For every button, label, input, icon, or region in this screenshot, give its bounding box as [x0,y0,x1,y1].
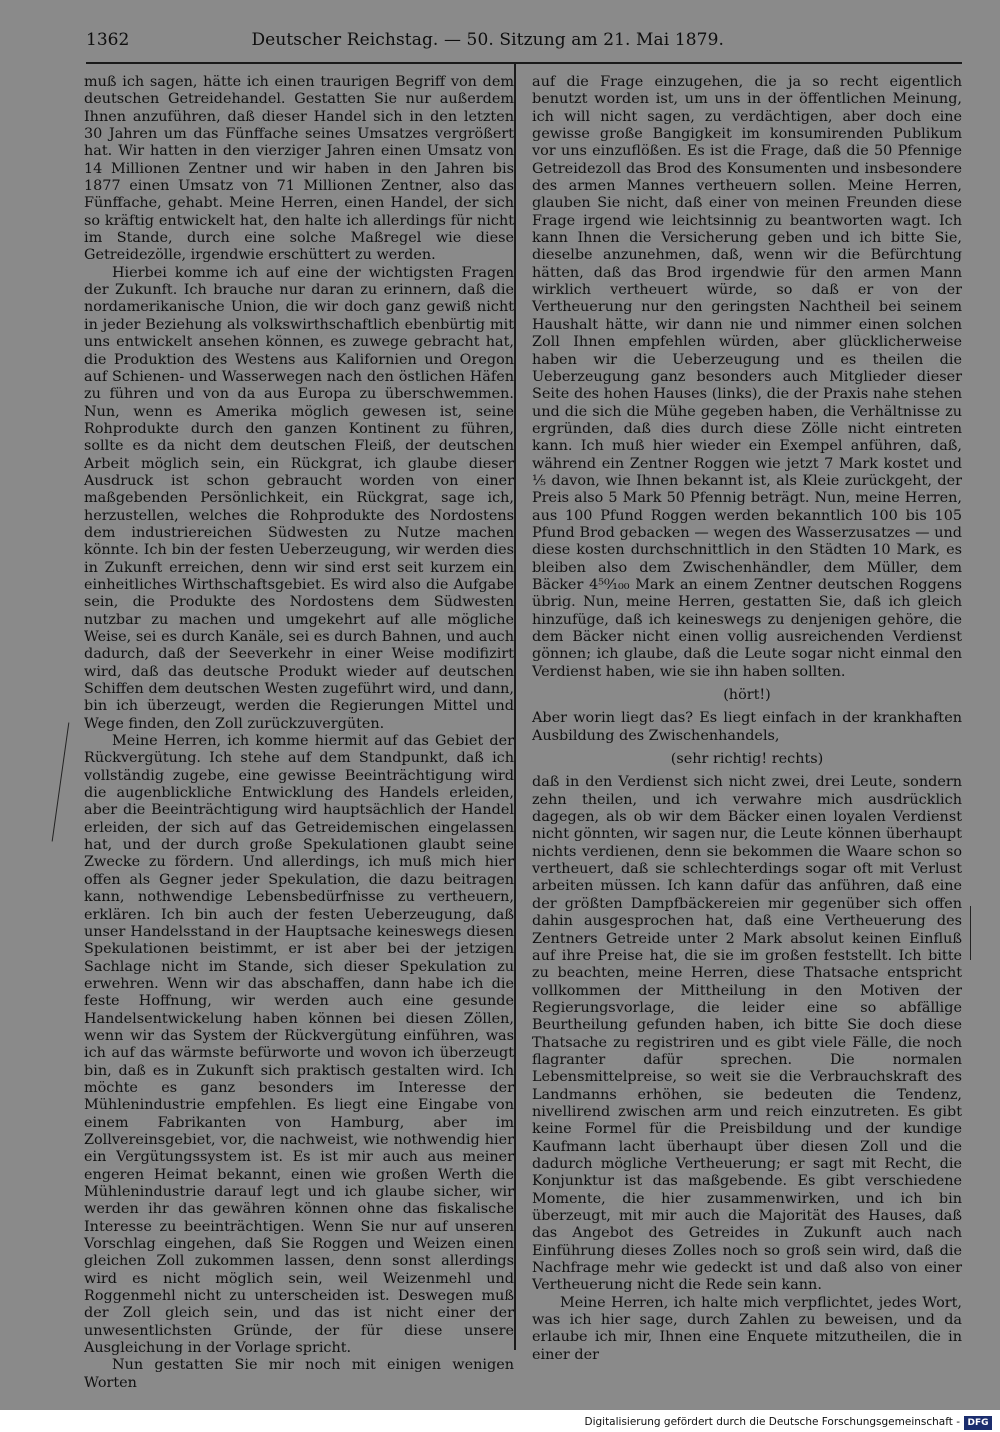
dfg-credit: Digitalisierung gefördert durch die Deutsche Forschungsgemeinschaft - [584,1416,960,1428]
right-column [532,74,962,1364]
interjection: (hört!) [723,687,771,704]
paragraph: Meine Herren, ich komme hiermit auf das Gebiet der Rückvergütung. Ich stehe auf dem Standpunkt, daß ich vollständig zugebe, eine gewisse Beeinträchtigung wird die augenblickliche Entwicklung des Handels erleiden, aber die Beeinträchtigung wird hauptsächlich der Handel erleiden, der sich auf das Getreidemischen eingelassen hat, und der durch große Spekulationen glaubt seine Zwecke zu fördern. Und allerdings, ich muß mich hier offen als Gegner jeder Spekulation, die dazu beitragen kann, nothwendige Lebensbedürfnisse zu vertheuern, erklären. Ich bin auch der festen Ueberzeugung, daß unser Handelsstand in der Hauptsache keineswegs diesen Spekulationen beistimmt, er ist aber bei der jetzigen Sachlage nicht im Stande, sich dieser Spekulation zu erwehren. Wenn wir das abschaffen, dann habe ich die feste Hoffnung, wir werden auch eine gesunde Handelsentwickelung haben können bei diesen Zöllen, wenn wir das System der Rückvergütung einführen, was ich auf das wärmste befürworte und wovon ich überzeugt bin, daß es in Zukunft sich praktisch gestalten wird. Ich möchte es ganz besonders im Interesse der Mühlenindustrie empfehlen. Es liegt eine Eingabe von einem Fabrikanten von Hamburg, aber im Zollvereinsgebiet, vor, die nachweist, wie nothwendig hier ein Vergütungssystem ist. Es ist mir auch aus meiner engeren Heimat bekannt, einen wie großen Werth die Mühlenindustrie darauf legt und ich glaube sicher, wir werden ihr das gewähren können ohne das fiskalische Interesse zu beeinträchtigen. Wenn Sie nur auf unseren Vorschlag eingehen, daß Sie Roggen und Weizen einen gleichen Zoll zukommen lassen, denn sonst allerdings wird es nicht möglich sein, weil Weizenmehl und Roggenmehl nicht zu unterscheiden ist. Deswegen muß der Zoll gleich sein, und das ist nicht einer der unwesentlichsten Gründe, der für diese unsere Ausgleichung in der Vorlage spricht. [84,733,514,1357]
paragraph: auf die Frage einzugehen, die ja so recht eigentlich benutzt worden ist, um uns in der öffentlichen Meinung, ich will nicht sagen, zu verdächtigen, aber doch eine gewisse große Bangigkeit im konsumirenden Publikum vor uns einzuflößen. Es ist die Frage, daß die 50 Pfennige Getreidezoll das Brod des Konsumenten und insbesondere des armen Mannes vertheuern sollen. Meine Herren, glauben Sie nicht, daß einer von meinen Freunden diese Frage irgend wie leichtsinnig zu beantworten wagt. Ich kann Ihnen die Versicherung geben und ich bitte Sie, dieselbe anzunehmen, daß, wenn wir die Befürchtung hätten, daß das Brod irgendwie für den armen Mann wirklich vertheuert würde, so daß er von der Vertheuerung nur den geringsten Nachtheil bei seinem Haushalt hätte, wir dann nie und nimmer einen solchen Zoll Ihnen empfehlen würden, aber glücklicherweise haben wir die Ueberzeugung und es theilen die Ueberzeugung ganz besonders auch Mitglieder dieser Seite des hohen Hauses (links), die der Praxis nahe stehen und die sich die Mühe gegeben haben, die Verhältnisse zu ergründen, daß dies durch diese Zölle nicht eintreten kann. Ich muß hier wieder ein Exempel anführen, daß, während ein Zentner Roggen wie jetzt 7 Mark kostet und ⅕ davon, wie Ihnen bekannt ist, als Kleie zurückgeht, der Preis also 5 Mark 50 Pfennig beträgt. Nun, meine Herren, aus 100 Pfund Roggen werden bekanntlich 100 bis 105 Pfund Brod gebacken — wegen des Wasserzusatzes — und diese kosten durchschnittlich in den Städten 10 Mark, es bleiben also dem Zwischenhändler, dem Müller, dem Bäcker 4⁵⁰⁄₁₀₀ Mark an einem Zentner deutschen Roggens übrig. Nun, meine Herren, gestatten Sie, daß ich gleich hinzufüge, daß ich keineswegs zu denjenigen gehöre, die dem Bäcker nicht einen vollig ausreichenden Verdienst gönnen; ich glaube, daß die Leute sogar nicht einmal den Verdienst haben, wie sie ihn haben sollten. [532,74,962,680]
running-header [86,30,724,56]
margin-bracket-mark [970,906,971,960]
dfg-logo: DFG [964,1416,992,1430]
margin-pencil-mark [52,723,70,842]
column-divider [514,64,516,1350]
running-title: Deutscher Reichstag. — 50. Sitzung am 21. Mai 1879. [251,30,724,50]
header-rule [86,62,962,64]
page-number: 1362 [86,30,130,50]
paragraph: Aber worin liegt das? Es liegt einfach in der krankhaften Ausbildung des Zwischenhandels, [532,710,962,744]
digitization-footer [0,1416,1000,1432]
paragraph: daß in den Verdienst sich nicht zwei, drei Leute, sondern zehn theilen, und ich verwahre mich ausdrücklich dagegen, als ob wir dem Bäcker einen loyalen Verdienst nicht gönnten, wir sagen nur, die Leute können überhaupt nichts verdienen, denn sie bekommen die Waare schon so vertheuert, daß sie schlechterdings sogar oft mit Verlust arbeiten müssen. Ich kann dafür das anführen, daß eine der größten Dampfbäckereien mir gegenüber sich offen dahin ausgesprochen hat, daß eine Vertheuerung des Zentners Getreide unter 2 Mark absolut keinen Einfluß auf ihre Preise hat, die sie im großen feststellt. Ich bitte zu beachten, meine Herren, diese Thatsache entspricht vollkommen der Mittheilung in den Motiven der Regierungsvorlage, die leider eine so abfällige Beurtheilung gefunden haben, ich bitte Sie doch diese Thatsache zu registriren und es gibt viele Fälle, die noch flagranter dafür sprechen. Die normalen Lebensmittelpreise, so weit sie die Verbrauchskraft des Landmanns erhöhen, sie bedeuten die Tendenz, nivellirend zwischen arm und reich einzutreten. Es gibt keine Formel für die Preisbildung und der kundige Kaufmann lacht überhaupt über diesen Zoll und die dadurch mögliche Vertheuerung; er sagt mit Recht, die Konjunktur ist das maßgebende. Es gibt verschiedene Momente, die hier zusammenwirken, und ich bin überzeugt, mit mir auch die Majorität des Hauses, daß das Angebot des Getreides in Zukunft auch nach Einführung dieses Zolles noch so groß sein wird, daß die Nachfrage mehr wie gedeckt ist und daß also von einer Vertheuerung nicht die Rede sein kann. [532,774,962,1294]
paragraph: Meine Herren, ich halte mich verpflichtet, jedes Wort, was ich hier sage, durch Zahlen zu beweisen, und da erlaube ich mir, Ihnen eine Enquete mitzutheilen, die in einer der [532,1294,962,1363]
paragraph: Nun gestatten Sie mir noch mit einigen wenigen Worten [84,1357,514,1391]
left-column [84,74,514,1392]
interjection: (sehr richtig! rechts) [670,751,824,768]
paragraph: Hierbei komme ich auf eine der wichtigsten Fragen der Zukunft. Ich brauche nur daran zu erinnern, daß die nordamerikanische Union, die wir doch ganz gewiß nicht in jeder Beziehung als volkswirthschaftlich ebenbürtig mit uns entwickelt ansehen können, es zuwege gebracht hat, die Produktion des Westens aus Kalifornien und Oregon auf Schienen- und Wasserwegen nach den östlichen Häfen zu führen und von da aus Europa zu überschwemmen. Nun, wenn es Amerika möglich gewesen ist, seine Rohprodukte durch den ganzen Kontinent zu führen, sollte es da nicht dem deutschen Fleiß, der deutschen Arbeit möglich sein, ein Rückgrat, ich glaube dieser Ausdruck ist schon gebraucht worden von einer maßgebenden Persönlichkeit, ein Rückgrat, sage ich, herzustellen, welches die Rohprodukte des Nordostens dem industriereichen Südwesten zu Nutze machen könnte. Ich bin der festen Ueberzeugung, wir werden dies in Zukunft erreichen, denn wir sind erst seit kurzem ein einheitliches Wirthschaftsgebiet. Es wird also die Aufgabe sein, die Produkte des Nordostens dem Südwesten nutzbar zu machen und umgekehrt auf alle mögliche Weise, sei es durch Kanäle, sei es durch Bahnen, und auch dadurch, daß der Seeverkehr in einer Weise modifizirt wird, daß das deutsche Produkt wieder auf deutschen Schiffen dem deutschen Westen zugeführt wird, und dann, bin ich überzeugt, werden die Regierungen Mittel und Wege finden, den Zoll zurückzuvergüten. [84,264,514,732]
paragraph: muß ich sagen, hätte ich einen traurigen Begriff von dem deutschen Getreidehandel. Gestatten Sie nur außerdem Ihnen anzuführen, daß dieser Handel sich in den letzten 30 Jahren um das Fünffache seines Umsatzes vergrößert hat. Wir hatten in den vierziger Jahren einen Umsatz von 14 Millionen Zentner und wir haben in den Jahren bis 1877 einen Umsatz von 71 Millionen Zentner, also das Fünffache, gehabt. Meine Herren, einen Handel, der sich so kräftig entwickelt hat, den halte ich allerdings für nicht im Stande, durch eine solche Maßregel wie diese Getreidezölle, irgendwie erschüttert zu werden. [84,74,514,264]
